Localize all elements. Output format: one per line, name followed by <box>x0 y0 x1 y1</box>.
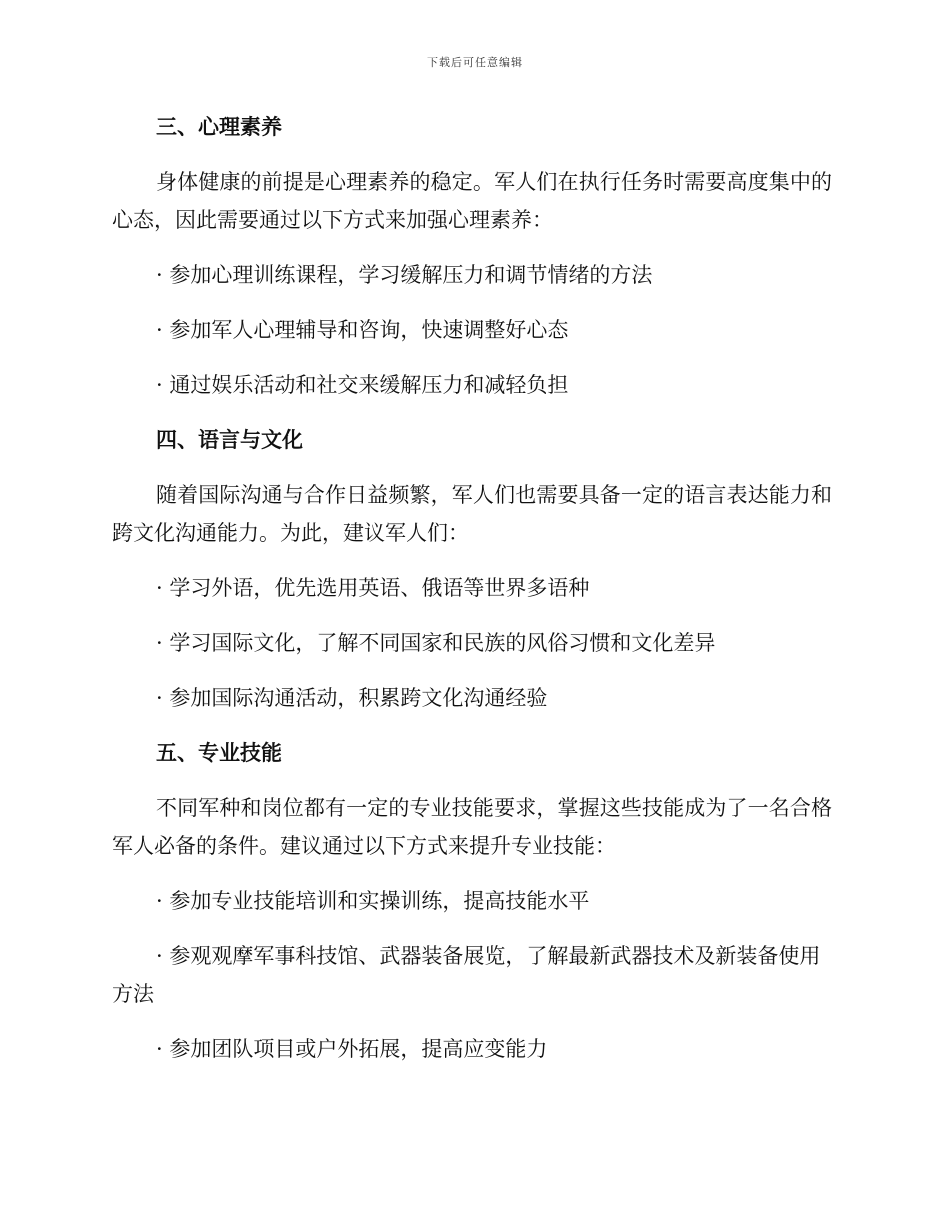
section-heading: 三、心理素养 <box>156 115 282 139</box>
bullet-item: · 参加心理训练课程，学习缓解压力和调节情绪的方法 <box>156 263 653 287</box>
section-paragraph: 随着国际沟通与合作日益频繁，军人们也需要具备一定的语言表达能力和跨文化沟通能力。为此，建议军人们： <box>112 483 832 545</box>
section-professional-skills <box>112 734 832 1068</box>
bullet-item: · 参加军人心理辅导和咨询，快速调整好心态 <box>156 318 569 342</box>
bullet-item: · 参观观摩军事科技馆、武器装备展览，了解最新武器技术及新装备使用方法 <box>112 944 821 1006</box>
bullet-item: · 参加专业技能培训和实操训练，提高技能水平 <box>156 889 590 913</box>
section-language-culture <box>112 421 832 734</box>
bullet-item: · 参加国际沟通活动，积累跨文化沟通经验 <box>156 686 548 710</box>
section-psychology <box>112 108 832 421</box>
document-body <box>112 108 832 1068</box>
bullet-item: · 通过娱乐活动和社交来缓解压力和减轻负担 <box>156 373 569 397</box>
bullet-item: · 学习外语，优先选用英语、俄语等世界多语种 <box>156 576 590 600</box>
section-heading: 四、语言与文化 <box>156 428 303 452</box>
section-paragraph: 身体健康的前提是心理素养的稳定。军人们在执行任务时需要高度集中的心态，因此需要通过以下方式来加强心理素养： <box>112 170 832 232</box>
bullet-item: · 学习国际文化，了解不同国家和民族的风俗习惯和文化差异 <box>156 631 716 655</box>
page-header: 下载后可任意编辑 <box>427 56 523 69</box>
bullet-item: · 参加团队项目或户外拓展，提高应变能力 <box>156 1037 548 1061</box>
section-heading: 五、专业技能 <box>156 741 282 765</box>
section-paragraph: 不同军种和岗位都有一定的专业技能要求，掌握这些技能成为了一名合格军人必备的条件。建议通过以下方式来提升专业技能： <box>112 796 832 858</box>
